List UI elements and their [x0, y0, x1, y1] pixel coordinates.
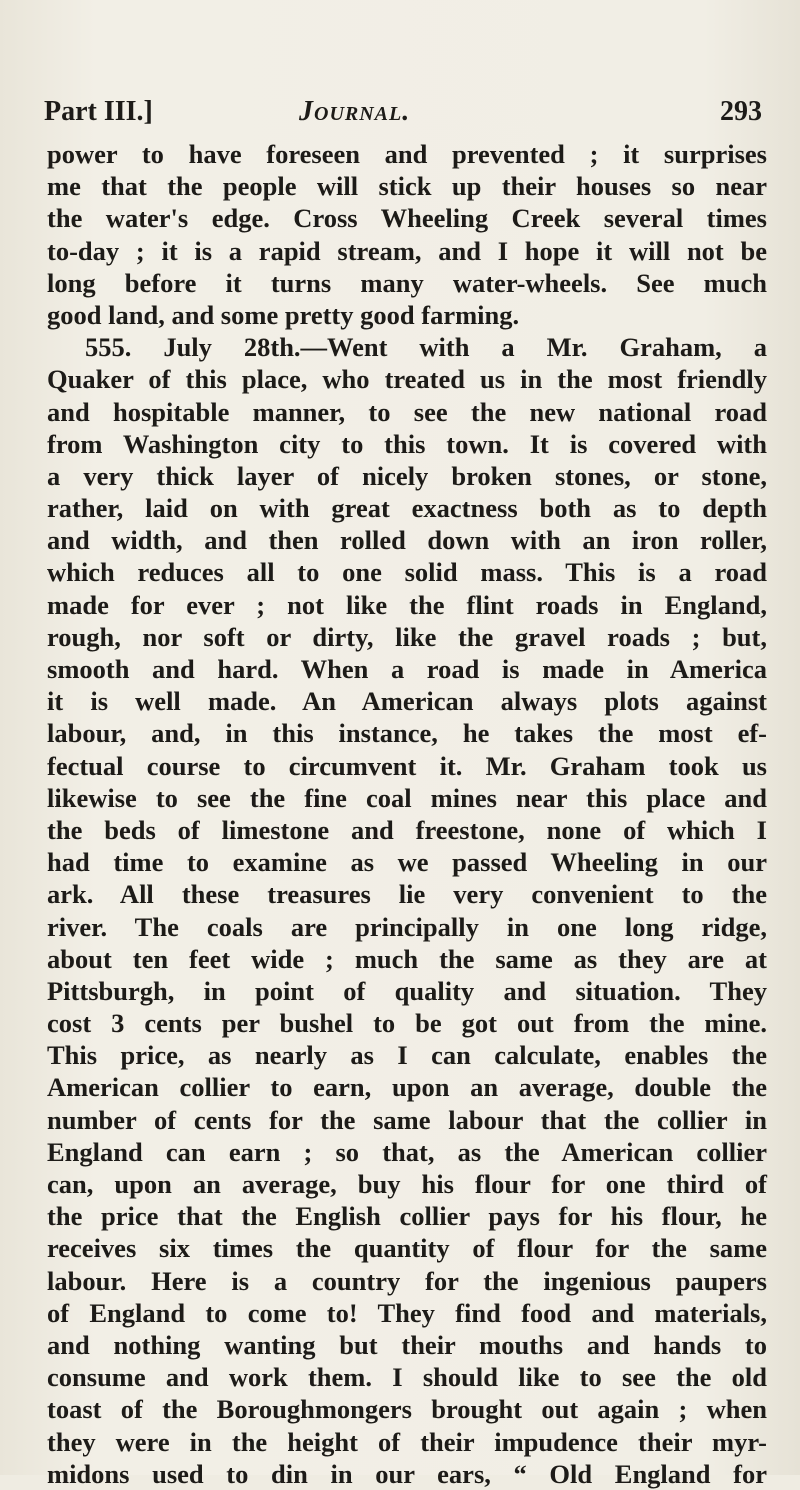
- text-line: of England to come to! They find food and materials,: [47, 1297, 767, 1328]
- text-line: good land, and some pretty good farming.: [47, 299, 520, 330]
- text-line: it is well made. An American always plots against: [47, 686, 767, 717]
- text-line: consume and work them. I should like to see the old: [47, 1362, 767, 1393]
- text-line: about ten feet wide ; much the same as they are at: [47, 943, 767, 974]
- text-line: a very thick layer of nicely broken stones, or stone,: [47, 460, 767, 491]
- text-line: long before it turns many water-wheels. See much: [47, 267, 767, 298]
- text-line: labour, and, in this instance, he takes the most ef-: [47, 718, 767, 749]
- text-line: fectual course to circumvent it. Mr. Graham took us: [47, 750, 767, 781]
- body-text: [47, 138, 767, 1490]
- text-line: had time to examine as we passed Wheeling in our: [47, 847, 767, 878]
- text-line: and width, and then rolled down with an iron roller,: [47, 525, 767, 556]
- text-line: toast of the Boroughmongers brought out again ; when: [47, 1394, 767, 1425]
- paragraph-start-line: 555. July 28th.—Went with a Mr. Graham, a: [85, 332, 767, 363]
- text-line: ark. All these treasures lie very convenient to the: [47, 879, 767, 910]
- text-line: cost 3 cents per bushel to be got out from the mine.: [47, 1008, 767, 1039]
- text-line: number of cents for the same labour that the collier in: [47, 1104, 767, 1135]
- text-line: the water's edge. Cross Wheeling Creek several times: [47, 203, 767, 234]
- running-head: [44, 96, 762, 132]
- text-line: me that the people will stick up their houses so near: [47, 171, 767, 202]
- journal-title: Journal.: [299, 96, 411, 127]
- text-line: England can earn ; so that, as the American collier: [47, 1136, 767, 1167]
- part-label: Part III.]: [44, 96, 153, 127]
- text-line: rather, laid on with great exactness both as to depth: [47, 493, 767, 524]
- page-number: 293: [720, 96, 762, 127]
- text-line: made for ever ; not like the flint roads in England,: [47, 589, 767, 620]
- text-line: receives six times the quantity of flour for the same: [47, 1233, 767, 1264]
- text-line: the beds of limestone and freestone, none of which I: [47, 814, 767, 845]
- text-line: from Washington city to this town. It is covered with: [47, 428, 767, 459]
- text-line: labour. Here is a country for the ingenious paupers: [47, 1265, 767, 1296]
- text-line: American collier to earn, upon an average, double the: [47, 1072, 767, 1103]
- text-line: and hospitable manner, to see the new national road: [47, 396, 767, 427]
- text-line: midons used to din in our ears, “ Old England for: [47, 1458, 767, 1489]
- text-line: which reduces all to one solid mass. This is a road: [47, 557, 767, 588]
- text-line: Pittsburgh, in point of quality and situation. They: [47, 975, 767, 1006]
- text-line: river. The coals are principally in one long ridge,: [47, 911, 767, 942]
- text-line: can, upon an average, buy his flour for one third of: [47, 1169, 767, 1199]
- text-line: likewise to see the fine coal mines near this place and: [47, 782, 767, 813]
- text-line: they were in the height of their impudence their myr-: [47, 1426, 767, 1457]
- text-line: smooth and hard. When a road is made in America: [47, 654, 767, 684]
- text-line: and nothing wanting but their mouths and hands to: [47, 1329, 767, 1360]
- text-line: This price, as nearly as I can calculate, enables the: [47, 1040, 767, 1071]
- text-line: to-day ; it is a rapid stream, and I hope it will not be: [47, 235, 767, 266]
- text-line: power to have foreseen and prevented ; it surprises: [47, 139, 767, 169]
- text-line: rough, nor soft or dirty, like the gravel roads ; but,: [47, 621, 767, 652]
- text-line: the price that the English collier pays for his flour, he: [47, 1201, 767, 1232]
- text-line: Quaker of this place, who treated us in the most friendly: [47, 364, 767, 395]
